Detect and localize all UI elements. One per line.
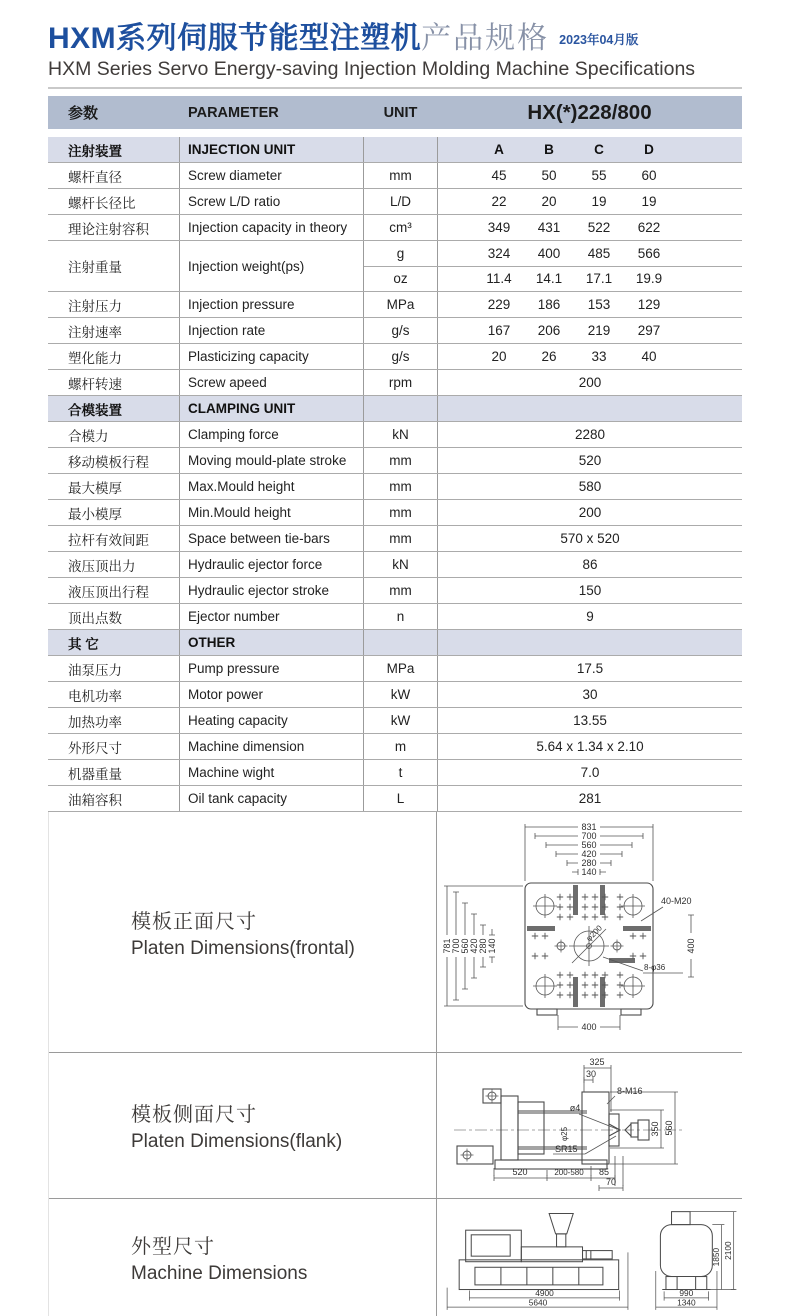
param-en: Pump pressure [180,656,364,681]
bolt-label: 8-M16 [617,1085,643,1096]
value-span: 281 [578,791,602,806]
param-cn: 塑化能力 [48,344,180,369]
value-cell: 14.1 [535,271,563,287]
values-cell [438,422,742,447]
title-english: HXM Series Servo Energy-saving Injection Molding Machine Specifications [48,58,696,80]
param-en: Hydraulic ejector stroke [180,578,364,603]
value-cell: 33 [591,349,607,364]
dim-left-140: 140 [487,938,497,954]
unit-cell: rpm [364,370,438,395]
value-span: 9 [586,609,594,624]
unit-cell: L [364,786,438,811]
page-header [48,0,742,89]
values-cell [438,267,742,292]
machine-figure [436,1206,742,1310]
bolt-mark [461,1148,474,1161]
unit-cell: g/s [364,344,438,369]
nozzle-bore-label: φ25 [560,1126,569,1141]
value-cell: 349 [487,220,511,235]
spec-row [48,760,742,786]
diagram-label-en: Platen Dimensions(flank) [131,1131,343,1152]
value-cell: 20 [491,349,507,364]
param-cn: 外形尺寸 [48,734,180,759]
value-cell: 153 [587,297,611,312]
value-cell: 229 [487,297,511,312]
diagram-label-cn: 模板侧面尺寸 [131,1104,257,1126]
diagram-row-platen-flank [49,1052,742,1198]
values-cell [438,448,742,473]
param-cn: 液压顶出行程 [48,578,180,603]
sub-row [364,241,742,267]
values-cell [438,708,742,733]
dim-280: 280 [581,858,597,868]
param-cn: 电机功率 [48,682,180,707]
diagram-label-en: Machine Dimensions [131,1263,308,1284]
values-cell [438,656,742,681]
spec-row [48,500,742,526]
value-span: 150 [578,583,602,598]
param-en: Heating capacity [180,708,364,733]
section-row [48,137,742,163]
value-cell: 566 [637,245,661,261]
dim-560: 560 [664,1119,674,1136]
value-cell: 20 [541,194,557,209]
param-cn: 注射压力 [48,292,180,317]
holes2-label: 8-φ36 [644,963,666,972]
dim-781: 781 [442,938,452,954]
values-cell [438,760,742,785]
unit-cell: MPa [364,292,438,317]
spec-row [48,318,742,344]
values-cell [438,474,742,499]
param-en: Min.Mould height [180,500,364,525]
value-cell: 431 [537,220,561,235]
dim-bottom-400: 400 [581,1022,597,1032]
dim-350: 350 [650,1120,660,1137]
unit-cell: kN [364,552,438,577]
values-cell [438,215,742,240]
locating-ring-diameter-label: φ200 [584,923,604,943]
value-cell: 19 [641,194,657,209]
dim-5640: 5640 [528,1296,548,1307]
param-en: Plasticizing capacity [180,344,364,369]
header-param-cn: 参数 [68,105,99,122]
values-cell [438,734,742,759]
unit-cell: g [364,241,438,266]
value-cell: 22 [491,194,507,209]
header-model: HX(*)228/800 [527,100,652,124]
header-unit: UNIT [383,104,418,121]
param-cn: 合模力 [48,422,180,447]
value-cell: 485 [587,245,611,261]
param-cn: 理论注射容积 [48,215,180,240]
param-cn: 注射重量 [48,241,180,291]
param-en: Injection rate [180,318,364,343]
value-cell: C [594,142,604,157]
spec-row [48,604,742,630]
spec-row [48,215,742,241]
spec-row [48,422,742,448]
param-en: CLAMPING UNIT [180,396,364,421]
diagram-label [49,905,436,960]
value-span: 30 [582,687,598,702]
section-row [48,630,742,656]
dim-831: 831 [581,822,597,832]
param-cn: 其 它 [48,630,180,655]
diagram-label-en: Platen Dimensions(frontal) [131,937,355,959]
dim-2100: 2100 [722,1240,733,1260]
param-cn: 顶出点数 [48,604,180,629]
value-cell: 186 [537,297,561,312]
param-en: Hydraulic ejector force [180,552,364,577]
param-cn: 油箱容积 [48,786,180,811]
machine-end-dims [656,1211,737,1309]
platen-flank-figure [436,1056,742,1196]
param-en: Ejector number [180,604,364,629]
platen-frontal-figure [436,819,742,1045]
param-en: Injection pressure [180,292,364,317]
unit-cell: mm [364,578,438,603]
diagram-row-platen-frontal [49,812,742,1052]
unit-cell: L/D [364,189,438,214]
diagrams-vertical-divider [436,812,437,1316]
dim-70: 70 [605,1176,617,1187]
values-cell [438,396,742,421]
param-cn: 注射速率 [48,318,180,343]
param-en: Screw apeed [180,370,364,395]
dim-420: 420 [581,849,597,859]
weight-subrows [364,241,742,291]
value-cell: 60 [641,168,657,183]
value-cell: 55 [591,168,607,183]
value-span: 2280 [574,427,606,442]
param-en: Motor power [180,682,364,707]
value-cell: 17.1 [585,271,613,287]
value-cell: 206 [537,323,561,338]
spec-row [48,189,742,215]
param-cn: 液压顶出力 [48,552,180,577]
dim-140: 140 [581,867,597,877]
param-en: Machine wight [180,760,364,785]
values-cell [438,786,742,811]
values-cell [438,318,742,343]
value-cell: 19.9 [635,271,663,287]
unit-cell: mm [364,526,438,551]
dim-85: 85 [598,1166,610,1177]
spec-row [48,578,742,604]
version-label: 2023年04月版 [559,33,639,47]
dim-left-280: 280 [478,938,488,954]
title-chinese-main: HXM系列伺服节能型注塑机 [48,22,422,55]
value-cell: 50 [541,168,557,183]
unit-cell: kW [364,708,438,733]
dim-1340: 1340 [677,1296,696,1307]
spec-row [48,552,742,578]
page-title [48,13,742,57]
spec-row [48,292,742,318]
value-cell: A [494,142,504,157]
spec-row [48,682,742,708]
values-cell [438,370,742,395]
value-span: 580 [578,479,602,494]
value-cell: 40 [641,349,657,364]
unit-cell: mm [364,474,438,499]
param-cn: 最大模厚 [48,474,180,499]
unit-cell: mm [364,448,438,473]
spec-row [48,734,742,760]
value-cell: 324 [487,245,511,261]
value-span: 17.5 [576,661,604,676]
sub-row [364,267,742,292]
nozzle-radius-label: SR15 [555,1143,578,1154]
dim-520: 520 [512,1166,528,1177]
unit-cell [364,396,438,421]
spec-row [48,786,742,812]
diagram-label [49,1230,436,1285]
param-cn: 最小模厚 [48,500,180,525]
machine-dimensions-diagram [436,1206,742,1310]
unit-cell: mm [364,500,438,525]
spec-row [48,656,742,682]
section-row [48,396,742,422]
diagram-row-machine [49,1198,742,1316]
table-header-row [48,96,742,129]
annotation-leaders [603,907,683,973]
unit-cell: m [364,734,438,759]
spec-rows [48,137,742,812]
values-cell [438,578,742,603]
dim-325: 325 [589,1056,605,1067]
dim-left-700: 700 [451,938,461,954]
param-en: Oil tank capacity [180,786,364,811]
value-span: 13.55 [573,713,607,728]
platen-flank-diagram [439,1056,739,1196]
dim-4900: 4900 [535,1287,554,1298]
param-en: OTHER [180,630,364,655]
dim-30: 30 [585,1068,597,1079]
param-cn: 油泵压力 [48,656,180,681]
unit-cell [364,630,438,655]
values-cell [438,344,742,369]
param-en: INJECTION UNIT [180,137,364,162]
spec-row [48,474,742,500]
param-cn: 螺杆转速 [48,370,180,395]
clamp-side-outline [457,1089,649,1169]
values-cell [438,604,742,629]
value-span: 7.0 [580,765,600,780]
values-cell [438,241,742,266]
values-cell [438,526,742,551]
value-cell: 400 [537,245,561,261]
value-span: 570 x 520 [560,531,620,546]
values-cell [438,682,742,707]
param-en: Screw L/D ratio [180,189,364,214]
param-en: Max.Mould height [180,474,364,499]
spec-row [48,708,742,734]
value-span: 200 [578,375,602,390]
value-cell: 522 [587,220,611,235]
dim-560: 560 [581,840,597,850]
value-cell: 622 [637,220,661,235]
nozzle-diameter-label: ø4 [569,1102,581,1113]
value-span: 86 [582,557,598,572]
dim-200-580: 200-580 [554,1167,584,1177]
value-cell: 167 [487,323,511,338]
unit-cell: mm [364,163,438,188]
param-cn: 螺杆直径 [48,163,180,188]
unit-cell [364,137,438,162]
spec-row [48,526,742,552]
values-cell [438,163,742,188]
param-cn: 螺杆长径比 [48,189,180,214]
spec-row [48,370,742,396]
param-en: Injection weight(ps) [180,241,364,291]
value-cell: 129 [637,297,661,312]
spec-row [48,448,742,474]
param-en: Space between tie-bars [180,526,364,551]
bolt-mark [486,1089,499,1102]
unit-cell: t [364,760,438,785]
spec-row [48,241,742,292]
dim-1850: 1850 [710,1247,721,1266]
value-cell: 219 [587,323,611,338]
param-cn: 合模装置 [48,396,180,421]
diagram-label-cn: 外型尺寸 [131,1236,215,1258]
value-span: 5.64 x 1.34 x 2.10 [536,739,644,754]
value-cell: 11.4 [486,271,512,287]
dim-700: 700 [581,831,597,841]
param-en: Injection capacity in theory [180,215,364,240]
dim-990: 990 [679,1287,694,1298]
dim-left-420: 420 [469,938,479,954]
param-cn: 移动模板行程 [48,448,180,473]
param-en: Screw diameter [180,163,364,188]
values-cell [438,500,742,525]
values-cell [438,137,742,162]
values-cell [438,292,742,317]
param-en: Machine dimension [180,734,364,759]
param-cn: 注射装置 [48,137,180,162]
header-divider [48,87,742,89]
unit-cell: kN [364,422,438,447]
unit-cell: MPa [364,656,438,681]
diagram-label [49,1098,436,1153]
values-cell [438,630,742,655]
param-cn: 加热功率 [48,708,180,733]
holes-label: 40-M20 [661,896,692,906]
diagrams-section [48,812,742,1316]
machine-side-view [459,1213,618,1289]
param-en: Clamping force [180,422,364,447]
diagram-label-cn: 模板正面尺寸 [131,910,257,933]
unit-cell: n [364,604,438,629]
machine-end-view [660,1211,712,1289]
value-cell: 19 [591,194,607,209]
unit-cell: kW [364,682,438,707]
unit-cell: g/s [364,318,438,343]
header-param-en: PARAMETER [188,104,279,121]
value-cell: D [644,142,654,157]
value-span: 200 [578,505,602,520]
value-span: 520 [578,453,602,468]
unit-cell: oz [364,267,438,292]
param-cn: 拉杆有效间距 [48,526,180,551]
title-chinese-sub: 产品规格 [421,22,550,55]
unit-cell: cm³ [364,215,438,240]
param-en: Moving mould-plate stroke [180,448,364,473]
value-cell: 26 [541,349,557,364]
spec-row [48,163,742,189]
platen-frontal-diagram [439,819,739,1045]
spec-row [48,344,742,370]
value-cell: B [544,142,554,157]
values-cell [438,552,742,577]
param-cn: 机器重量 [48,760,180,785]
value-cell: 297 [637,323,661,338]
dim-right-400: 400 [686,938,696,954]
dim-left-560: 560 [460,938,470,954]
value-cell: 45 [491,168,507,183]
values-cell [438,189,742,214]
